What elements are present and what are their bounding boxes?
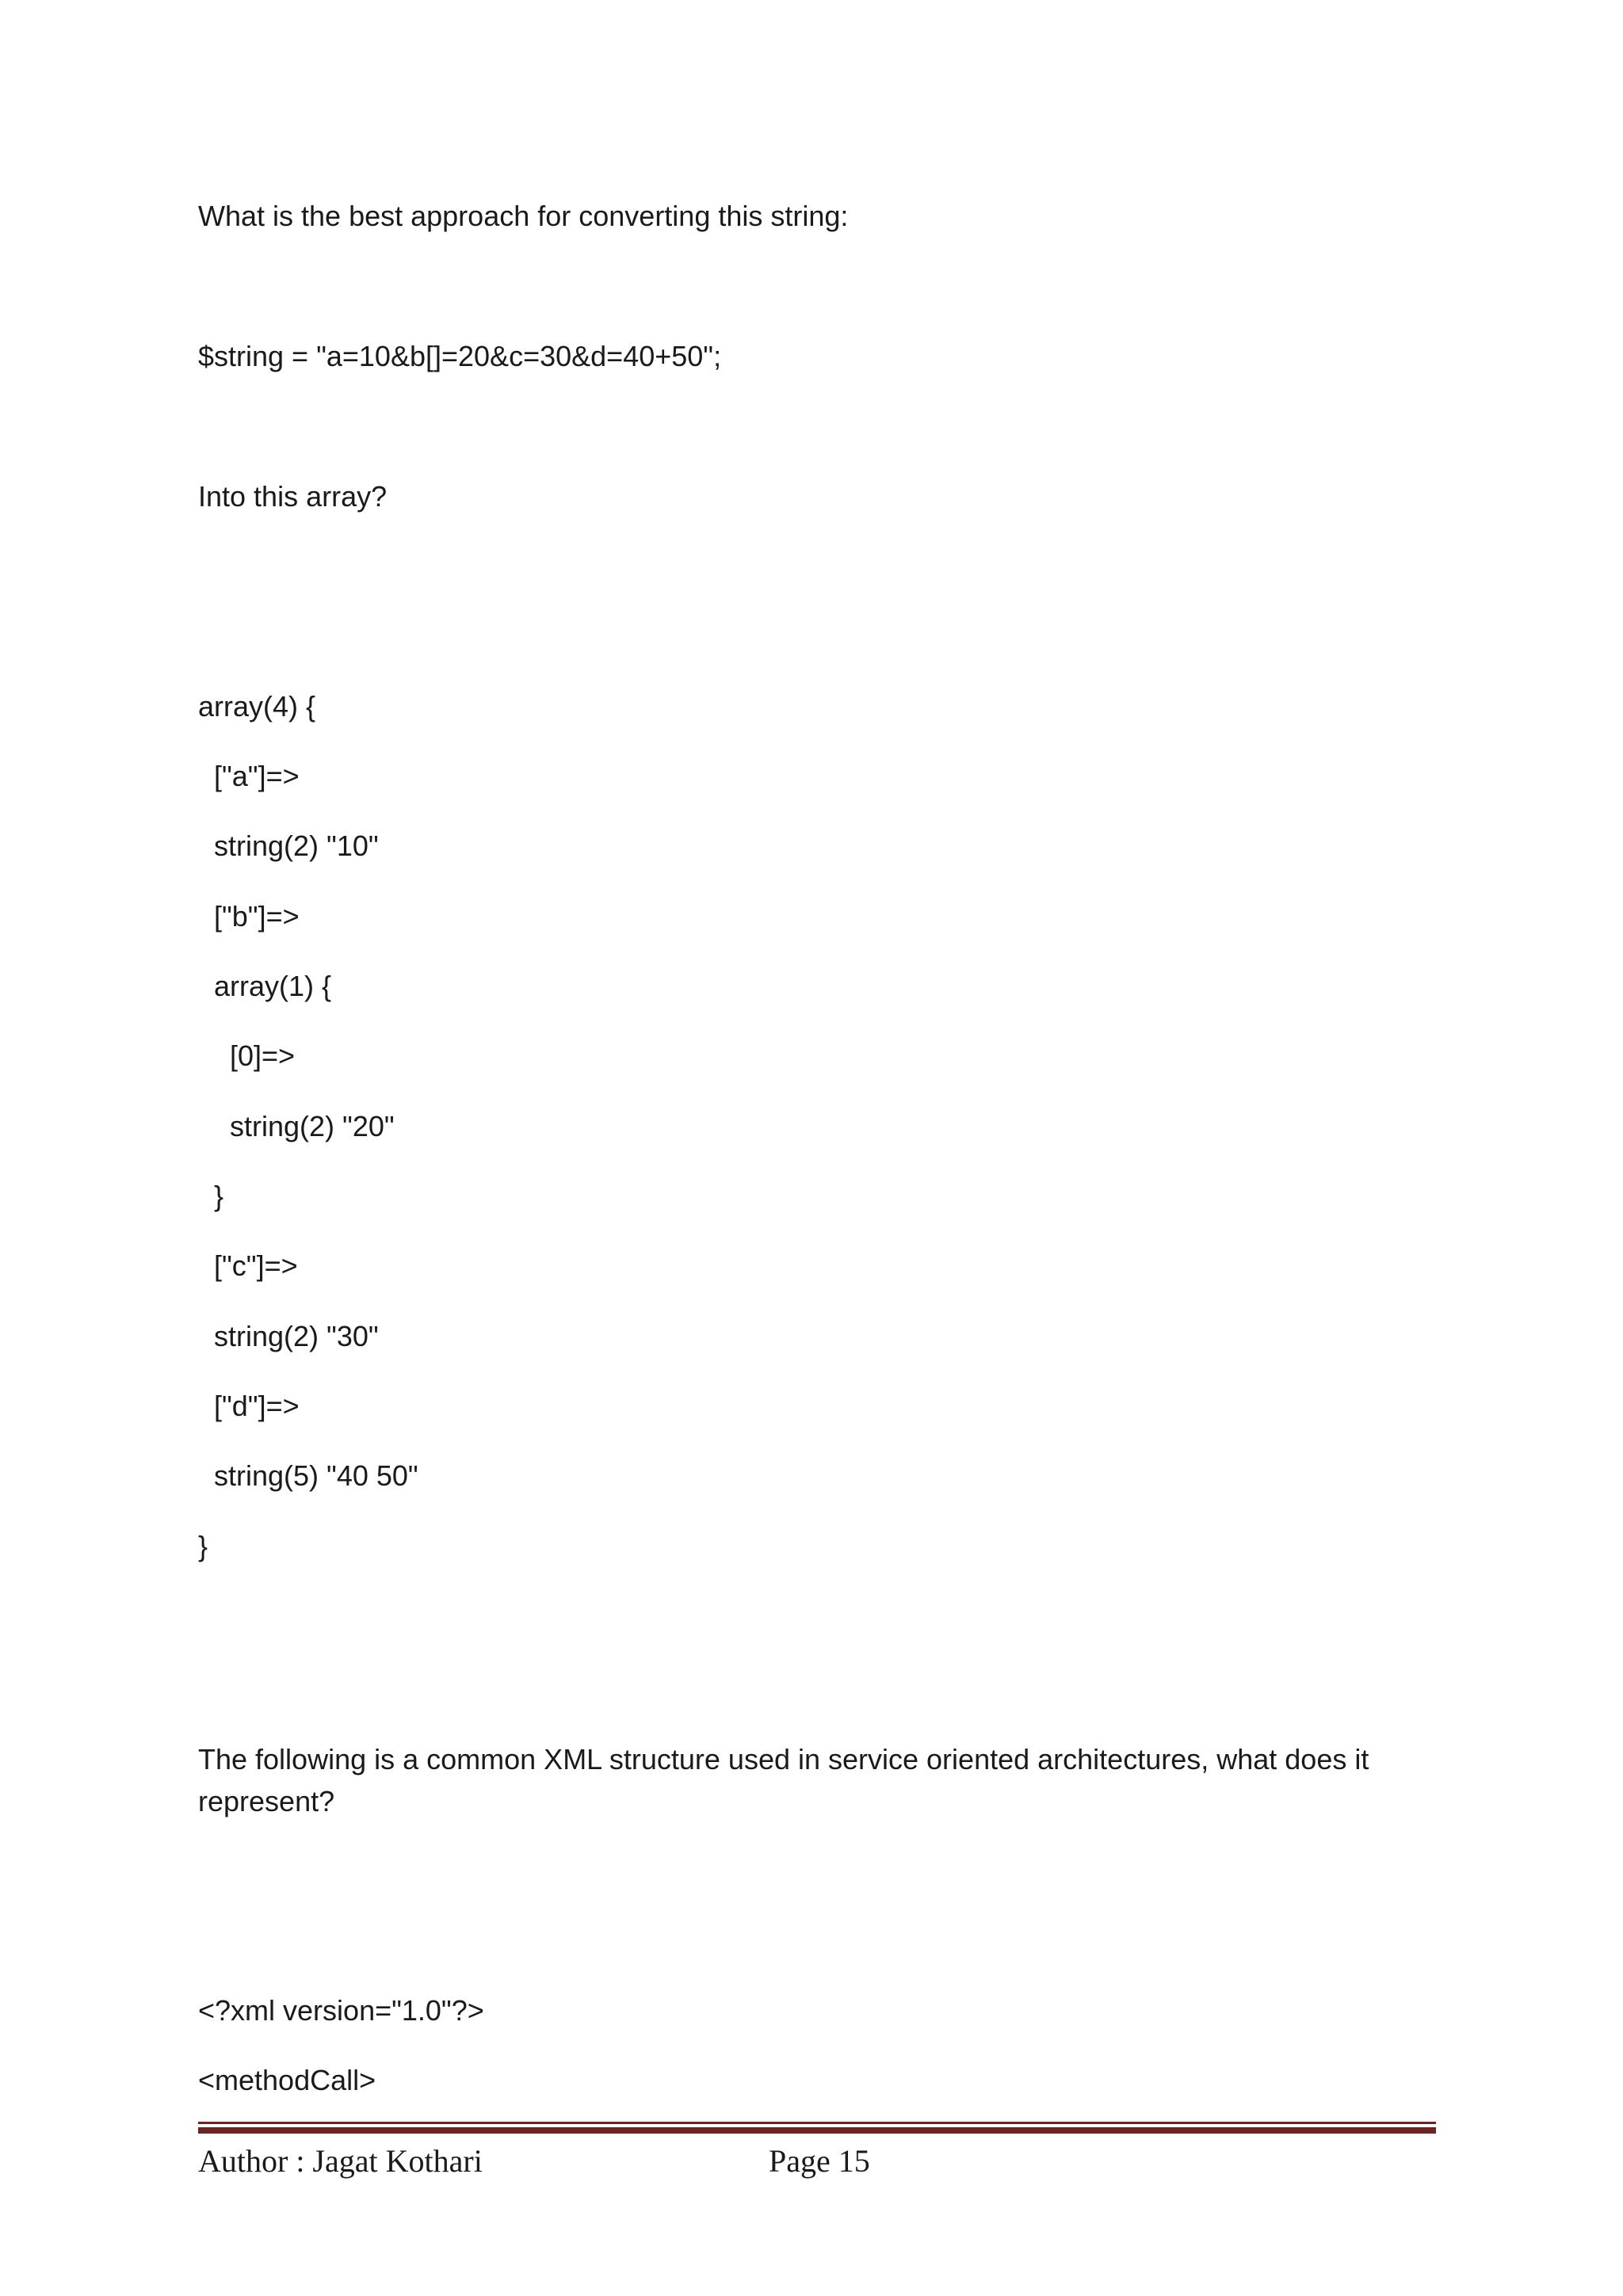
array-dump-line: string(5) "40 50" <box>198 1459 418 1492</box>
array-dump-line: string(2) "20" <box>198 1110 395 1142</box>
question1-prompt: What is the best approach for converting this string: <box>198 200 849 232</box>
array-dump-line: string(2) "30" <box>198 1320 379 1352</box>
footer-page-number: Page 15 <box>769 2143 870 2179</box>
xml-line: <methodCall> <box>198 2064 376 2096</box>
question1-code: $string = "a=10&b[]=20&c=30&d=40+50"; <box>198 340 722 372</box>
array-dump-line: ["d"]=> <box>198 1390 300 1422</box>
question2-prompt: The following is a common XML structure used in service oriented architectures, what does it represent? <box>198 1743 1369 1817</box>
footer-author: Author : Jagat Kothari <box>198 2143 483 2179</box>
array-dump-line: string(2) "10" <box>198 830 379 862</box>
array-dump-line: } <box>198 1530 208 1562</box>
array-dump-line: array(4) { <box>198 690 316 723</box>
array-dump-line: } <box>198 1180 224 1212</box>
array-dump-line: [0]=> <box>198 1039 296 1072</box>
array-dump-line: array(1) { <box>198 970 332 1002</box>
footer-rule-thick <box>198 2127 1436 2134</box>
array-dump-line: ["b"]=> <box>198 900 300 933</box>
footer-rule-thin <box>198 2122 1436 2124</box>
array-dump-line: ["c"]=> <box>198 1249 298 1282</box>
xml-line: <?xml version="1.0"?> <box>198 1994 484 2027</box>
array-dump-line: ["a"]=> <box>198 760 300 792</box>
question1-followup: Into this array? <box>198 480 388 513</box>
